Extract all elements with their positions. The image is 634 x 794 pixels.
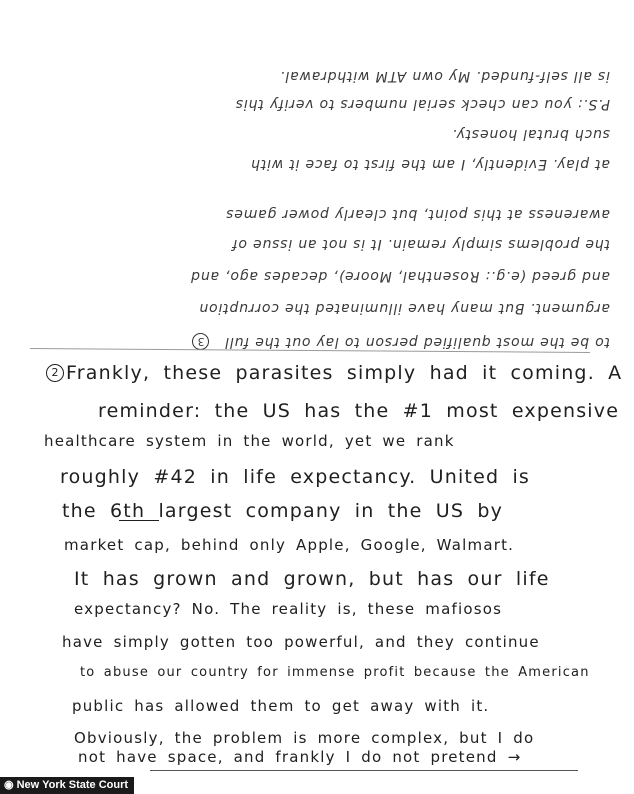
letter-line: healthcare system in the world, yet we rank bbox=[44, 432, 455, 450]
camera-icon: ◉ bbox=[4, 779, 14, 791]
letter-line: to abuse our country for immense profit because the American bbox=[80, 665, 590, 680]
letter-line: It has grown and grown, but has our life bbox=[74, 568, 550, 590]
letter-line: expectancy? No. The reality is, these mafiosos bbox=[74, 600, 503, 618]
flipped-line: at play. Evidently, I am the first to face it with bbox=[250, 156, 610, 172]
letter-line: not have space, and frankly I do not pretend → bbox=[78, 748, 522, 766]
upside-down-text-block bbox=[10, 30, 610, 350]
letter-line: reminder: the US has the #1 most expensive bbox=[98, 400, 620, 422]
section-marker-2: 2 bbox=[46, 364, 64, 382]
letter-line: Frankly, these parasites simply had it coming. A bbox=[66, 362, 623, 384]
bottom-rule bbox=[150, 770, 578, 771]
flipped-line: the problems simply remain. It is not an issue of bbox=[231, 236, 610, 252]
section-marker-3: 3 bbox=[192, 333, 209, 350]
letter-line: public has allowed them to get away with it. bbox=[72, 697, 490, 715]
flipped-line bbox=[10, 333, 610, 350]
letter-line: market cap, behind only Apple, Google, Walmart. bbox=[64, 536, 515, 554]
flipped-line: such brutal honesty. bbox=[451, 126, 610, 142]
flipped-line: awareness at this point, but clearly power games bbox=[225, 206, 610, 222]
underline-mark bbox=[119, 520, 159, 521]
flipped-line: argument. But many have illuminated the corruption bbox=[198, 300, 610, 316]
letter-line: the 6th largest company in the US by bbox=[62, 500, 504, 522]
photo-credit-text: New York State Court bbox=[16, 779, 129, 791]
flipped-line-text: to be the most qualified person to lay out the full bbox=[224, 334, 610, 350]
flipped-line: is all self-funded. My own ATM withdrawal. bbox=[279, 68, 610, 84]
letter-line: have simply gotten too powerful, and they continue bbox=[62, 633, 540, 651]
letter-line: Obviously, the problem is more complex, but I do bbox=[74, 729, 535, 747]
flipped-line: and greed (e.g.: Rosenthal, Moore), decades ago, and bbox=[190, 268, 610, 284]
letter-line: roughly #42 in life expectancy. United is bbox=[60, 466, 531, 488]
flipped-line: P.S.: you can check serial numbers to verify this bbox=[235, 96, 610, 112]
photo-credit bbox=[0, 777, 134, 794]
